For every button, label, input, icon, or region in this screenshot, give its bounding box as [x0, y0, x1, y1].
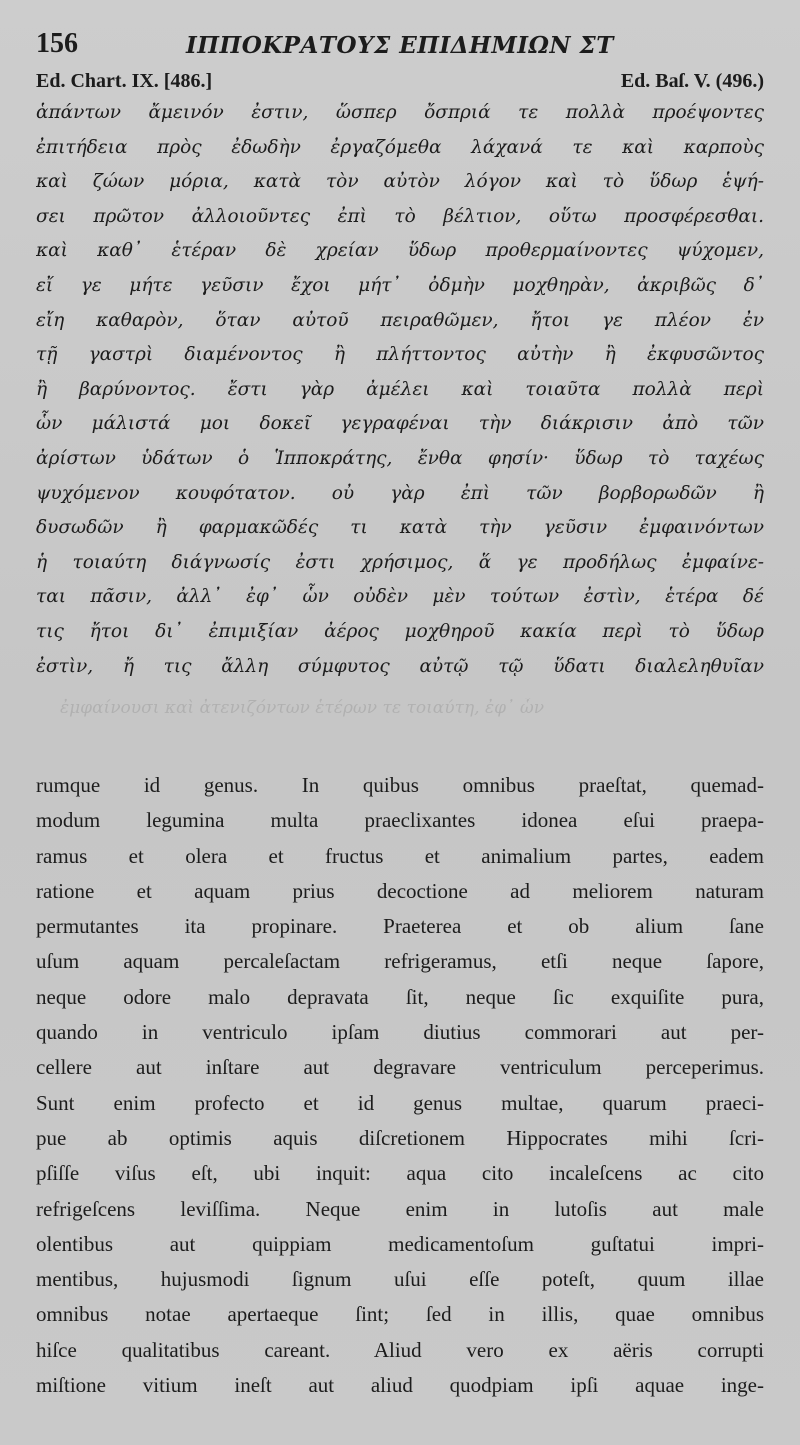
- edition-basel: Ed. Baſ. V. (496.): [620, 70, 764, 92]
- greek-line: τις ἤτοι δι᾽ ἐπιμιξίαν ἀέρος μοχθηροῦ κακία περὶ τὸ ὕδωρ: [36, 620, 764, 642]
- latin-line: permutantes ita propinare. Praeterea et ob alium ſane: [36, 914, 764, 939]
- latin-line: Sunt enim profecto et id genus multae, quarum praeci-: [36, 1090, 764, 1115]
- greek-line: εἴ γε μήτε γεῦσιν ἔχοι μήτ᾽ ὀδμὴν μοχθηρὰν, ἀκριβῶς δ᾽: [36, 274, 764, 296]
- latin-line: neque odore malo depravata ſit, neque ſic exquiſite pura,: [36, 984, 764, 1009]
- greek-text-block: [36, 96, 764, 684]
- greek-line: σει πρῶτον ἀλλοιοῦντες ἐπὶ τὸ βέλτιον, οὕτω προσφέρεσθαι.: [36, 205, 764, 227]
- greek-line: ἀρίστων ὑδάτων ὁ Ἱπποκράτης, ἔνθα φησίν· ὕδωρ τὸ ταχέως: [36, 447, 764, 469]
- greek-line: ται πᾶσιν, ἀλλ᾽ ἐφ᾽ ὧν οὐδὲν μὲν τούτων ἐστὶν, ἑτέρα δέ: [36, 586, 764, 608]
- latin-line: olentibus aut quippiam medicamentoſum guſtatui impri-: [36, 1231, 764, 1256]
- greek-line: ὧν μάλιστά μοι δοκεῖ γεγραφέναι τὴν διάκρισιν ἀπὸ τῶν: [36, 413, 764, 435]
- greek-line: ψυχόμενον κουφότατον. οὐ γὰρ ἐπὶ τῶν βορβορωδῶν ἢ: [36, 482, 764, 504]
- latin-line: cellere aut inſtare aut degravare ventriculum perceperimus.: [36, 1055, 764, 1080]
- edition-chartier: Ed. Chart. IX. [486.]: [36, 70, 213, 92]
- greek-line: δυσωδῶν ἢ φαρμακῶδές τι κατὰ τὴν γεῦσιν ἐμφαινόντων: [36, 517, 764, 539]
- latin-line: refrigeſcens leviſſima. Neque enim in lutoſis aut male: [36, 1196, 764, 1221]
- running-title: ΙΠΠΟΚΡΑΤΟΥΣ ΕΠΙΔΗΜΙΩΝ ΣΤ: [186, 32, 614, 59]
- edition-reference: [36, 70, 764, 96]
- greek-line: ἐπιτήδεια πρὸς ἐδωδὴν ἐργαζόμεθα λάχανά τε καὶ καρποὺς: [36, 136, 764, 158]
- latin-line: quando in ventriculo ipſam diutius commorari aut per-: [36, 1020, 764, 1045]
- latin-line: mentibus, hujusmodi ſignum uſui eſſe poteſt, quum illae: [36, 1267, 764, 1292]
- latin-line: pſiſſe viſus eſt, ubi inquit: aqua cito incaleſcens ac cito: [36, 1161, 764, 1186]
- latin-line: miſtione vitium ineſt aut aliud quodpiam ipſi aquae inge-: [36, 1373, 764, 1398]
- latin-line: ramus et olera et fructus et animalium partes, eadem: [36, 843, 764, 868]
- greek-line: καὶ ζώων μόρια, κατὰ τὸν αὐτὸν λόγον καὶ τὸ ὕδωρ ἑψή-: [36, 171, 764, 193]
- page-number: 156: [36, 28, 78, 59]
- bleed-through-text: ἐμφαίνουσι καὶ ἀτενιζόντων ἑτέρων τε τοιαύτη, ἐφ᾽ ὧν: [60, 698, 545, 718]
- greek-line: ἢ βαρύνοντος. ἔστι γὰρ ἀμέλει καὶ τοιαῦτα πολλὰ περὶ: [36, 378, 764, 400]
- greek-line: καὶ καθ᾽ ἑτέραν δὲ χρείαν ὕδωρ προθερμαίνοντες ψύχομεν,: [36, 240, 764, 262]
- page-header: [36, 28, 764, 64]
- greek-line: εἴη καθαρὸν, ὅταν αὐτοῦ πειραθῶμεν, ἤτοι γε πλέον ἐν: [36, 309, 764, 331]
- greek-line: τῇ γαστρὶ διαμένοντος ἢ πλήττοντος αὐτὴν ἢ ἐκφυσῶντος: [36, 344, 764, 366]
- greek-line: ἁπάντων ἄμεινόν ἐστιν, ὥσπερ ὄσπριά τε πολλὰ προέψοντες: [36, 102, 764, 123]
- latin-line: uſum aquam percaleſactam refrigeramus, etſi neque ſapore,: [36, 949, 764, 974]
- greek-line: ἡ τοιαύτη διάγνωσίς ἐστι χρήσιμος, ἅ γε προδήλως ἐμφαίνε-: [36, 551, 764, 573]
- latin-line: modum legumina multa praeclixantes idonea eſui praepa-: [36, 808, 764, 833]
- latin-line: ratione et aquam prius decoctione ad meliorem naturam: [36, 878, 764, 903]
- latin-line: pue ab optimis aquis diſcretionem Hippocrates mihi ſcri-: [36, 1125, 764, 1150]
- latin-line: rumque id genus. In quibus omnibus praeſtat, quemad-: [36, 773, 764, 797]
- latin-line: omnibus notae apertaeque ſint; ſed in illis, quae omnibus: [36, 1302, 764, 1327]
- greek-line: ἐστὶν, ἤ τις ἄλλη σύμφυτος αὐτῷ τῷ ὕδατι διαλεληθυῖαν: [36, 655, 764, 677]
- latin-text-block: [36, 768, 764, 1403]
- latin-line: hiſce qualitatibus careant. Aliud vero ex aëris corrupti: [36, 1337, 764, 1362]
